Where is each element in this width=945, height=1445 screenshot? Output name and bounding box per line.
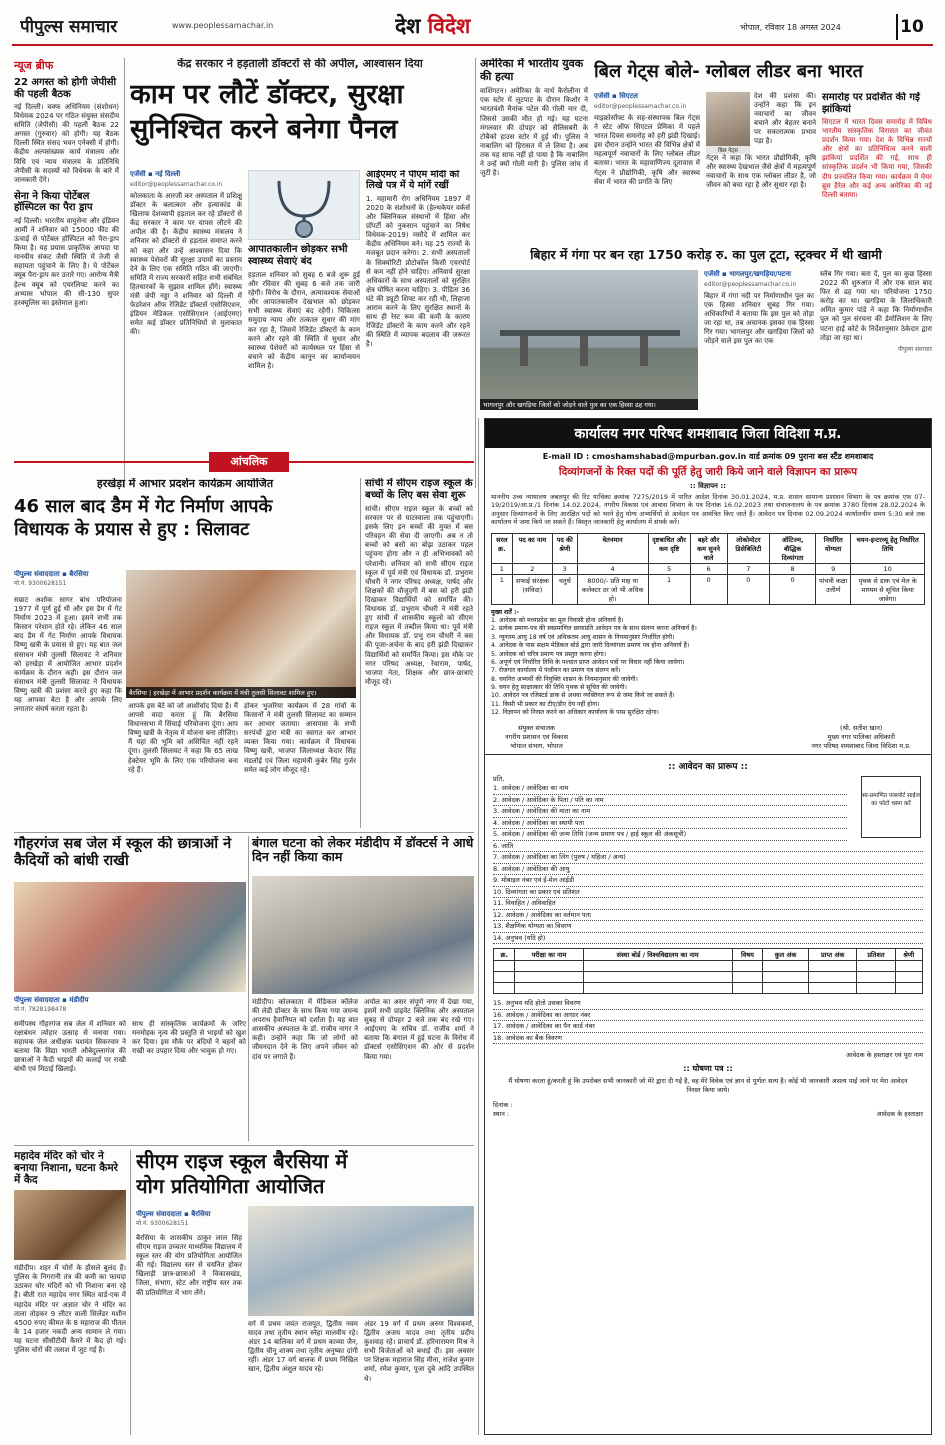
dam-col3 xyxy=(244,702,356,828)
edu-empty-row[interactable] xyxy=(494,961,923,972)
lead-mid-col xyxy=(248,170,360,488)
ad-td: 5 xyxy=(648,563,690,574)
america-story xyxy=(480,58,588,243)
form-field[interactable]: 2. आवेदक / आवेदिका के पिता / पति का नाम xyxy=(493,795,847,807)
form-field[interactable]: 6. जाति xyxy=(493,841,923,853)
divider xyxy=(475,58,476,488)
bihar-bridge-photo xyxy=(480,270,698,410)
ad-td: 8000/- प्रति माह या कलेक्टर दर जो भी अधिक हो। xyxy=(577,574,648,604)
dam-body3: होकर भुजरिया कार्यक्रम में 28 गांवों के किसानों ने मंत्री तुलसी सिलावट का सम्मान कर आभार जताया। आसपास के सभी सरपंचों द्वारा मंत्री का स्वागत कर आभार व्यक्त किया गया। कार्यक्रम में विधायक विष्णु खत्री, भाजपा जिलाध्यक्ष केदार सिंह मंडलोई एवं जिला महामंत्री कुबेर सिंह गुर्जर समेत कई लोग मौजूद रहे। xyxy=(244,702,356,774)
dam-headline-line2: विधायक के प्रयास से हुए : सिलावट xyxy=(14,519,250,541)
ad-th: ऑटिज्म, बौद्धिक दिव्यांगता xyxy=(770,533,816,563)
rakhi-byline-box xyxy=(14,996,246,1013)
form-field[interactable]: 9. मोबाइल नंबर एवं ई-मेल आईडी xyxy=(493,875,923,887)
form-field[interactable]: 8. आवेदक / आवेदिका की आयु xyxy=(493,864,923,876)
ad-td: 3 xyxy=(552,563,577,574)
ad-table-row xyxy=(492,574,925,604)
form-field[interactable]: 15. अनुभव यदि होतो उसका विवरण xyxy=(493,998,923,1010)
lead-byline: एजेंसी ▪ नई दिल्ली xyxy=(130,170,181,178)
form-field[interactable]: 1. आवेदक / आवेदिका का नाम xyxy=(493,783,847,795)
edu-th: परीक्षा का नाम xyxy=(515,949,583,961)
rakhi-story xyxy=(14,836,246,1141)
bihar-photo-caption: भागलपुर और खगड़िया जिलों को जोड़ने वाले पुल का एक हिस्सा ढह गया। xyxy=(480,399,698,410)
ad-td: 10 xyxy=(851,563,925,574)
bengal-col2 xyxy=(364,998,474,1141)
yoga-byline-box xyxy=(136,1210,246,1227)
gates-headline: बिल गेट्स बोले- ग्लोबल लीडर बना भारत xyxy=(594,61,863,82)
rakhi-byline: पीपुल्स संवाददाता ▪ मंडीदीप xyxy=(14,996,89,1004)
section-title xyxy=(395,12,545,40)
yoga-byline: पीपुल्स संवाददाता ▪ बैरसिया xyxy=(136,1210,211,1218)
ad-note: 12. विज्ञापन को निरस्त करने का अधिकार कार्यालय के पास सुरक्षित रहेगा। xyxy=(491,709,659,717)
form-field[interactable]: 13. शैक्षणिक योग्यता का विवरण xyxy=(493,921,923,933)
website: www.peoplessamachar.in xyxy=(172,21,274,30)
dam-kicker: हरखेड़ा में आभार प्रदर्शन कार्यक्रम आयोजित xyxy=(96,478,274,490)
gates-side-body: सिएटल में भारत दिवस समारोह में विविध भारतीय सांस्कृतिक विरासत का जीवंत प्रदर्शन किया गया। देश के विभिन्न राज्यों और क्षेत्रों का प्रतिनिधित्व करने वाली झांकियां प्रदर्शित की गई, साथ ही सांस्कृतिक प्रदर्शन भी किया गया, जिसकी दीप प्रज्वलित किया गया। कार्यक्रम में मेयर ब्रूस हैरेल और कई अन्य अमेरिका की नई दिल्ली बताया। xyxy=(822,118,932,199)
divider xyxy=(248,836,249,1141)
form-field[interactable]: 7. आवेदक / आवेदिका का लिंग (पुरुष / महिला / अन्य) xyxy=(493,852,923,864)
theft-story xyxy=(14,1150,126,1435)
rakhi-col1 xyxy=(14,1020,126,1140)
dam-byline-box xyxy=(14,570,124,587)
ad-notes-label: मुख्य शर्तें :- xyxy=(491,608,519,616)
edu-th: श्रेणी xyxy=(895,949,922,961)
lead-headline-line1: काम पर लौटें डॉक्टर, सुरक्षा xyxy=(130,78,404,110)
dam-col2 xyxy=(128,702,238,828)
yoga-body3: अंडर 19 वर्ग में प्रथम अरुण विश्वकर्मा, द्वितीय अजय यादव तथा तृतीय प्रदीप कुशवाह रहे। प्राचार्य डॉ. हरिनारायण मिश्र ने सभी विजेताओं को बधाई दी। इस अवसर पर शिक्षक महाराज सिंह मीना, राजेश कुमार शर्मा, रमेश कुमार, पूजा दुबे आदि उपस्थित थे। xyxy=(364,1320,474,1383)
brief1-headline: 22 अगस्त को होगी जेपीसी की पहली बैठक xyxy=(14,77,117,100)
ad-td: 1 xyxy=(648,574,690,604)
ad-td: 1 xyxy=(492,574,513,604)
ad-td: 4 xyxy=(577,563,648,574)
ad-notes xyxy=(485,609,931,718)
edu-th: प्रतिशत xyxy=(857,949,895,961)
ad-vigyapan-label: :: विज्ञापन :: xyxy=(690,482,726,490)
gates-email: editor@peoplessamachar.co.in xyxy=(594,103,687,110)
yoga-headline-line1: सीएम राइज स्कूल बैरसिया में xyxy=(136,1150,348,1173)
dam-photo-caption: बैरसिया | हरखेड़ा में आभार प्रदर्शन कार्यक्रम में मंत्री तुलसी सिलावट शामिल हुए। xyxy=(126,687,356,698)
bihar-story xyxy=(480,248,932,413)
form-field[interactable]: 11. विवाहित / अविवाहित xyxy=(493,898,923,910)
yoga-headline-line2: योग प्रतियोगिता आयोजित xyxy=(136,1174,325,1198)
rakhi-headline: गौहरगंज सब जेल में स्कूल की छात्राओं ने कैदियों को बांधी राखी xyxy=(14,836,232,869)
bengal-hospital-photo xyxy=(252,876,474,994)
yoga-mobile: मो.नं. 9300628151 xyxy=(136,1220,189,1227)
ad-note: 10. आवेदन पत्र रजिस्टर्ड डाक से अथवा व्यक्तिगत रूप से जमा किये जा सकते हैं। xyxy=(491,692,675,700)
form-field[interactable]: 5. आवेदक / आवेदिका की जन्म तिथि (जन्म प्रमाण पत्र / हाई स्कूल की अंकसूची) xyxy=(493,829,847,841)
ad-th: लोकोमोटर डिसेबिलिटी xyxy=(727,533,770,563)
ad-td: 2 xyxy=(512,563,552,574)
edu-empty-row[interactable] xyxy=(494,972,923,983)
ad-th: पद की श्रेणी xyxy=(552,533,577,563)
dam-body2: आपके इस बेटे को जो आशीर्वाद दिया है। मैं आपसे वादा करता हूं कि बैरसिया विधानसभा में सिंचाई परियोजना दूंगा। आप विष्णु खत्री के नेतृत्व में योजना बना लीजिए। मैं यहां की भूमि को असिंचित नहीं रहने दूंगा। तुलसी सिलावट ने कहा कि 65 लाख हेक्टेयर भूमि के लिए एक परियोजना बना रहे हैं। xyxy=(128,702,238,774)
ad-note: 9. चयन हेतु साक्षात्कार की तिथि पृथक से सूचित की जावेगी। xyxy=(491,683,627,691)
lead-right-col xyxy=(366,170,470,488)
dam-story xyxy=(14,478,356,828)
anchalik-strip xyxy=(14,452,474,472)
bus-story xyxy=(365,478,473,828)
brief2-headline: सेना ने किया पोर्टेबल हॉस्पिटल का पैरा ड्राप xyxy=(14,190,93,214)
yoga-col3 xyxy=(364,1320,474,1435)
rakhi-mobile: मो.नं. 7828198478 xyxy=(14,1006,67,1013)
ad-td: 0 xyxy=(770,574,816,604)
ad-vacancy-table-wrap xyxy=(485,529,931,609)
photo-box: स्व-प्रमाणित पासपोर्ट साईज का फोटो चस्पा करें xyxy=(861,776,921,838)
rakhi-photo xyxy=(14,882,246,992)
section-title-videsh: विदेश xyxy=(427,14,471,38)
bihar-headline: बिहार में गंगा पर बन रहा 1750 करोड़ रु. का पुल टूटा, स्ट्रक्चर में थी खामी xyxy=(530,248,882,262)
form-field[interactable]: 18. आवेदक का बैंक विवरण xyxy=(493,1033,923,1045)
america-body: वाशिंगटन। अमेरिका के नार्थ कैरोलीना में एक स्टोर में लूटपाट के दौरान किशोर ने भारतवंशी मैनांक पटेल की गोली मार दी, जिससे उसकी मौत हो गई। यह घटना मंगलवार की दोपहर को सैलिसबरी के टोबैको हाउस स्टोर में हुई थी। पुलिस ने नाबालिग को हिरासत में ले लिया है। अब तक यह साफ नहीं हो पाया है कि नाबालिग ने उन्हें क्यों गोली मारी है। पुलिस जांच में जुटी है। xyxy=(480,87,588,178)
yoga-story xyxy=(136,1150,474,1435)
bengal-body1: मंडीदीप। कोलकाता में मेडिकल कॉलेज की लेडी डॉक्टर के साथ किया गया जघन्य अपराध हैवानियत को दर्शाता है। यह बात शासकीय अस्पताल के डॉ. राजीव नागर ने कही। उन्होंने कहा कि जो लोगों को जीवनदान देने के लिए अपने जीवन को दांव पर लगाते हैं। xyxy=(252,998,358,1061)
bihar-byline: एजेंसी ▪ भागलपुर/खगड़िया/पटना xyxy=(704,270,791,278)
form-fields xyxy=(493,783,847,841)
education-table xyxy=(493,948,923,994)
ad-td: 6 xyxy=(690,563,727,574)
form-to: प्रति, xyxy=(493,775,505,784)
govt-advertisement xyxy=(484,418,932,1435)
theft-headline: महादेव मंदिर को चोर ने बनाया निशाना, घटना कैमरे में कैद xyxy=(14,1150,118,1187)
gates-body3: गेट्स ने कहा कि भारत प्रौद्योगिकी, कृषि और स्वास्थ्य देखभाल जैसे क्षेत्रों में महत्वपूर्ण नवाचारों के साथ एक ग्लोबल लीडर है, जो जीवन को बचा रहा है और सुधार रहा है। xyxy=(706,154,816,190)
dam-headline-line1: 46 साल बाद डैम में गेट निर्माण आपके xyxy=(14,495,273,517)
ad-form-title: :: आवेदन का प्रारूप :: xyxy=(485,754,931,772)
news-brief-column xyxy=(14,58,119,488)
declaration-title: :: घोषणा पत्र :: xyxy=(683,1064,733,1074)
bengal-headline: बंगाल घटना को लेकर मंडीदीप में डॉक्टर्स ने आधे दिन नहीं किया काम xyxy=(252,836,474,865)
ad-sign-right: (श्री. सतीश खान) मुख्य नगर पालिका अधिकारी नगर परिषद शमशाबाद जिला विदिशा म.प्र. xyxy=(811,724,911,751)
divider xyxy=(130,1150,131,1435)
bridge-drawing xyxy=(480,270,698,410)
lead-email: editor@peoplessamachar.co.in xyxy=(130,181,223,188)
applicant-sign: आवेदक के हस्ताक्षर एवं पूरा नाम xyxy=(845,1051,923,1060)
gates-body1: माइक्रोसॉफ्ट के सह-संस्थापक बिल गेट्स ने स्टेट ऑफ सिएटल प्रेमिका में पहले भारत दिवस समारोह को हरी झंडी दिखाई। इस दौरान उन्होंने भारत की विभिन्न क्षेत्रों में महत्वपूर्ण नवाचारों के लिए ग्लोबल लीडर बताया। भारत के महावाणिज्य दूतावास में गेट्स ने प्रौद्योगिकी, कृषि और स्वास्थ्य सेवा में भारत की प्रगति के लिए xyxy=(594,114,700,186)
lead-kicker: केंद्र सरकार ने हड़ताली डॉक्टरों से की अपील, आश्वासन दिया xyxy=(177,58,423,70)
paper-name: पीपुल्स समाचार xyxy=(20,17,118,36)
yoga-col1 xyxy=(136,1234,242,1434)
ad-th: दृष्टबाधित और कम दृष्टि xyxy=(648,533,690,563)
divider xyxy=(14,832,474,833)
rakhi-body1: समीपस्थ गौहरगंज सब जेल में शनिवार को रक्षाबंधन त्योहार उत्साह से मनाया गया। सहायक जेल अधीक्षक यशवंत सिकरवार ने बताया कि विद्या भारती औबेदुल्लागंज की छात्राओं ने कैदी भाइयों की कलाई पर राखी बांधी एवं मिठाई खिलाई। xyxy=(14,1020,126,1074)
bengal-story xyxy=(252,836,474,1141)
bus-headline: सांची में सीएम राइज स्कूल के बच्चों के लिए बस सेवा शुरू xyxy=(365,478,473,501)
lead-body2: हड़ताल शनिवार को सुबह 6 बजे शुरू हुई और रविवार की सुबह 6 बजे तक जारी रहेगी। विरोध के दौरान, अत्यावश्यक सेवाओं और आपातकालीन देखभाल को छोड़कर सभी स्वास्थ्य सेवाएं बंद रहेंगी। चिकित्सा समुदाय न्याय और तत्काल सुधार की मांग कर रहा है, जिसमें रेजिडेंट डॉक्टरों के काम करने और रहने की स्थिति में सुधार और स्वास्थ्य पेशेवरों को कार्यस्थल पर हिंसा से बचाने को केंद्रीय कानून का कार्यान्वयन शामिल है। xyxy=(248,271,360,370)
ad-th: बहरे और कम सुनने वाले xyxy=(690,533,727,563)
ad-sign-left: संयुक्त संचालक नगरीय प्रशासन एवं विकास भोपाल संभाग, भोपाल xyxy=(505,724,568,751)
form-field[interactable]: 4. आवेदक / आवेदिका का स्थायी पता xyxy=(493,818,847,830)
bengal-col1 xyxy=(252,998,358,1141)
ad-note: 6. अपूर्ण एवं निर्धारित तिथि के पश्चात प्राप्त आवेदन पत्रों पर विचार नहीं किया जावेगा। xyxy=(491,658,685,666)
ad-th: चयन-इन्टरव्यू हेतु निर्धारित तिथि xyxy=(851,533,925,563)
ad-td: पांचवी कक्षा उत्तीर्ण xyxy=(816,574,851,604)
bus-body: सांची। सीएम राइज स्कूल के बच्चों को सरकार पर से घाटस्वाला तक पहुंचाएगी। इसके लिए इन बच्चों की मुफ्त में बस परिवहन की सेवा दी जाएगी। अब न तो बच्चों को बसों का बोझ उठाकर पहल पहुंचना होगा और न ही अभिभावकों को परेशानी। शनिवार को सभी सीएम राइज स्कूल में पूर्व मंत्री एवं विधायक डॉ. प्रभुराम चौधरी ने नगर परिषद अध्यक्ष, पार्षद और शिक्षकों की मौजूदगी में बस को हरी झंडी दिखाकर विद्यार्थियों को समर्पित की। विधायक डॉ. प्रभुराम चौधरी ने मंत्री रहते हुए सांची में शासकीय स्कूलों को सीएम राइज स्कूल में तब्दील किया था। पूर्व मंत्री और विधायक डॉ. प्रभु राम चौधरी ने बस की पूजा-अर्चना के बाद हरी झंडी दिखाकर विद्यार्थियों को समर्पित किया। इस मौके पर नगर परिषद अध्यक्ष, रेवाराम, पार्षद, भाजपा नेता, शिक्षक और छात्र-छात्राएं मौजूद रहे। xyxy=(365,505,473,686)
section-title-desh: देश xyxy=(395,14,421,38)
ad-td: 0 xyxy=(690,574,727,604)
stethoscope-icon xyxy=(249,171,360,241)
ad-td: चतुर्थ xyxy=(552,574,577,604)
application-form xyxy=(485,772,931,1120)
bihar-email: editor@peoplessamachar.co.in xyxy=(704,281,797,288)
paper-logo xyxy=(20,14,170,36)
ad-note: 2. प्रत्येक प्रमाण-पत्र की स्वप्रमाणित छायाप्रति आवेदन पत्र के साथ संलग्न करना अनिवार्य है। xyxy=(491,625,697,633)
theft-body: मंडीदीप। शहर में चोरों के हौसले बुलंद हैं। पुलिस के निगरानी तंत्र की कमी का फायदा उठाकर चोर मंदिरों को भी निशाना बना रहे हैं। बीती रात महादेव नगर स्थित वार्ड-एक में महादेव मंदिर पर अज्ञात चोर ने मंदिर का ताला तोड़कर 9 लीटर वाली सिलेंडर मशीन 4500 रुपए कीमत के 8 महाराज की पीतल के 14 हजार नकदी अन्य सामान ले गया। यह घटना सीसीटीवी कैमरे में कैद हो गई। पुलिस चोरों की तलाश में जुट गई है। xyxy=(14,1264,126,1355)
ad-td: सफाई संरक्षक (संविदा) xyxy=(512,574,552,604)
ad-title: कार्यालय नगर परिषद शमशाबाद जिला विदिशा म.प्र. xyxy=(485,419,931,448)
form-field[interactable]: 14. अनुभव (यदि हो) xyxy=(493,933,923,945)
lead-headline-line2: सुनिश्चित करने बनेगा पैनल xyxy=(130,113,398,145)
edu-th: कुल अंक xyxy=(763,949,809,961)
rakhi-col2 xyxy=(132,1020,246,1140)
gates-col3 xyxy=(822,92,932,242)
ad-note: 5. आवेदक को चरित्र प्रमाण पत्र प्रस्तुत करना होगा। xyxy=(491,650,607,658)
theft-cctv-photo xyxy=(14,1190,126,1260)
ad-note: 8. चयनित अभ्यर्थी की नियुक्ति शासन के नियमानुसार की जावेगी। xyxy=(491,675,638,683)
yoga-body2: वर्ग में प्रथम जयंत राजपूत, द्वितीय नवम यादव तथा तृतीय स्थान स्नेहा मालवीय रहे। अंडर 14 बालिका वर्ग में प्रथम काव्या जैन, द्वितीय चीनू शाक्य तथा तृतीय अनुष्का दांगी रहीं। अंडर 17 वर्ग बालक में प्रथम निखिल खान, द्वितीय अंशुल यादव रहे। xyxy=(248,1320,358,1374)
form-field[interactable]: 12. आवेदक / आवेदिका का वर्तमान पता xyxy=(493,910,923,922)
dateline: भोपाल, रविवार 18 अगस्त 2024 xyxy=(740,23,841,32)
declaration-footer xyxy=(493,1100,923,1118)
ad-td: 7 xyxy=(727,563,770,574)
brief2-body: नई दिल्ली। भारतीय वायुसेना और इंडियन आर्मी ने शनिवार को 15000 फीट की ऊंचाई से पोर्टेबल हॉस्पिटल को पैरा-ड्राप किया है। यह प्रयास प्राकृतिक आपदा या मानवीय संकट जैसी स्थिति में तेजी से सहायता पहुंचाने के लिए है। ये पोर्टेबल क्यूब पैरा-ड्राप कर उतारे गए। आरोग्य मैत्री हेल्थ क्यूब को एयरलिफ्ट करने का अभ्यास भोपाल की सी-130 सुपर हरक्यूलिस का इस्तेमाल हुआ। xyxy=(14,216,119,307)
yoga-body1: बैरसिया के शासकीय ठाकुर लाल सिंह सीएम राइज उच्चतर माध्यमिक विद्यालय में स्कूल स्तर की योग प्रतियोगिता आयोजित की गई। विद्यालय स्तर से चयनित होकर खिलाड़ी छात्र-छात्राओं ने विकासखंड, जिला, संभाग, स्टेट और राष्ट्रीय स्तर तक की प्रतियोगिता में भाग लेंगे। xyxy=(136,1234,242,1297)
ad-signatures xyxy=(485,717,931,754)
ad-note: 3. न्यूनतम आयु 18 वर्ष एवं अधिकतम आयु शासन के नियमानुसार निर्धारित होगी। xyxy=(491,633,675,641)
gates-col2 xyxy=(706,92,816,242)
gates-story xyxy=(594,58,932,243)
divider xyxy=(14,1145,474,1146)
divider xyxy=(124,58,125,488)
ad-th: सरल क्र. xyxy=(492,533,513,563)
ad-th: वेतनमान xyxy=(577,533,648,563)
stethoscope-graphic xyxy=(248,170,360,240)
form-field[interactable]: 10. दिव्यांगता का प्रकार एवं प्रतिशत xyxy=(493,887,923,899)
gates-side-head: समारोह पर प्रदर्शित की गईं झांकियां xyxy=(822,92,920,115)
rakhi-body2: साथ ही सांस्कृतिक कार्यक्रमों के जरिए मनमोहक नृत्य की प्रस्तुति से भाइयों को खुश कर दिया। इस मौके पर बंदियों ने बहनों को राखी का उपहार दिया और भावुक हो गए। xyxy=(132,1020,246,1056)
ad-td: 9 xyxy=(816,563,851,574)
ad-email-line: E-mail ID : cmoshamshabad@mpurban.gov.in वार्ड क्रमांक 09 पुराना बस स्टैंड शमशाबाद xyxy=(542,452,874,461)
ad-vacancy-table xyxy=(491,533,925,605)
form-field[interactable]: 3. आवेदक / आवेदिका की माता का नाम xyxy=(493,806,847,818)
lead-left-col xyxy=(130,170,242,488)
dam-mobile: मो.नं. 9300628151 xyxy=(14,580,67,587)
dam-col1 xyxy=(14,596,122,828)
brief1-body: नई दिल्ली। वक्फ अधिनियम (संशोधन) विधेयक 2024 पर गठित संयुक्त संसदीय समिति (जेपीसी) की पहली बैठक 22 अगस्त (गुरुवार) को होगी। यह बैठक दिल्ली स्थित संसद भवन एनेक्सी में होगी। केंद्रीय अल्पसंख्यक कार्य मंत्रालय और विधि एवं न्याय मंत्रालय के प्रतिनिधि जेपीसी के सदस्यों को विधेयक के बारे में जानकारी देंगे। xyxy=(14,103,119,184)
applicant-sign-2: आवेदक के हस्ताक्षर xyxy=(876,1110,923,1119)
date-place: दिनांक : स्थान : xyxy=(493,1101,513,1119)
ad-table-header-row xyxy=(492,533,925,563)
yoga-col2 xyxy=(248,1320,358,1435)
masthead xyxy=(0,0,945,52)
ad-td: 0 xyxy=(727,574,770,604)
edu-header-row xyxy=(494,949,923,961)
bihar-credit: पीपुल्स समाचार xyxy=(897,345,932,353)
gates-byline: एजेंसी ▪ सिएटल xyxy=(594,92,638,100)
ad-td: 8 xyxy=(770,563,816,574)
lead-graphic-caption: आपातकालीन छोड़कर सभी स्वास्थ्य सेवाएं बंद xyxy=(248,244,348,267)
ad-intro: माननीय उच्च न्यायालय जबलपुर की रिट याचिका क्रमांक 7275/2019 में पारित आदेश दिनांक 30.01.2024, म.प्र. शासन सामान्य प्रशासन विभाग के पत्र क्रमांक एफ 07-19/2019/आ.प्र./1 दिनांक 14.02.2024, नगरीय विकास एवं आवास विभाग के पत्र दिनांक 16.02.2023 तथा संचालनालय के पत्र क्रमांक 3780 दिनांक 28.02.2024 के अनुसार दिव्यांगजनों के लिए आरक्षित पदों को भरने हेतु योग्य अभ्यर्थियों से आवेदन पत्र आमंत्रित किए जाते हैं। आवेदन पत्र दिनांक 02.09.2024 कार्यालयीन समय 5:30 बजे तक कार्यालय में जमा किये जा सकते हैं। विस्तृत जानकारी हेतु कार्यालय में संपर्क करें। xyxy=(491,493,925,527)
divider xyxy=(360,478,361,828)
bihar-body2: स्लैब गिर गया। बता दें, पुल का कुछ हिस्सा 2022 की शुरुआत में और एक साल बाद फिर से ढह गया था। परियोजना 1750 करोड़ का था। खगड़िया के जिलाधिकारी अमित कुमार पांडे ने कहा कि निर्माणाधीन पुल को पुल संरचना की डेमोलिशन के लिए पटना हाई कोर्ट के निर्देशानुसार ठेकेदार द्वारा तोड़ा जा रहा था। xyxy=(820,270,932,342)
lead-sidebar-head: आईएमए ने पीएम मोदी को लिखे पत्र में ये मांगें रखीं xyxy=(366,170,460,191)
ad-td: 1 xyxy=(492,563,513,574)
lead-body1: कोलकाता के आरजी कर अस्पताल में प्रशिक्षु डॉक्टर के बलात्कार और हत्याकांड के खिलाफ देशव्यापी हड़ताल कर रहे डॉक्टरों से केंद्र सरकार ने काम पर वापस लौटने की अपील की है। केंद्रीय स्वास्थ्य मंत्रालय ने शनिवार को डॉक्टरों से हड़ताल समाप्त करने को कहा और उन्हें आश्वासन दिया कि स्वास्थ्य पेशेवरों की सुरक्षा उपायों का प्रस्ताव देने के लिए एक समिति गठित की जाएगी। समिति में राज्य सरकारों सहित सभी संबंधित हितधारकों के सुझाव शामिल होंगे। स्वास्थ्य मंत्री जेपी नड्डा ने शनिवार को दिल्ली में फेडरेशन ऑफ रेजिडेंट डॉक्टर्स एसोसिएशन, इंडियन मेडिकल एसोसिएशन (आईएमए) समेत कई डॉक्टर प्रतिनिधियों से मुलाकात की। xyxy=(130,192,242,337)
ad-note: 1. आवेदक को मध्यप्रदेश का मूल निवासी होना अनिवार्य है। xyxy=(491,617,624,625)
dam-event-photo xyxy=(126,570,356,698)
bengal-body2: अपोल का असर संपूर्ण नगर में देखा गया, इसमें सभी प्राइवेट क्लिनिक और अस्पताल सुबह से दोपहर 2 बजे तक बंद रखे गए। आईएमए के सचिव डॉ. राजीव शर्मा ने बताया कि बंगाल में हुई घटना के विरोध में डॉक्टर्स एसोसिएशन की ओर से प्रदर्शन किया गया। xyxy=(364,998,474,1061)
edu-th: क्र. xyxy=(494,949,515,961)
ad-note: 4. आवेदक के पास सक्षम मेडिकल बोर्ड द्वारा जारी दिव्यांगता प्रमाण पत्र होना अनिवार्य है। xyxy=(491,642,690,650)
masthead-rule xyxy=(12,44,933,46)
ad-note: 7. रोजगार कार्यालय में पंजीयन का प्रमाण पत्र संलग्न करें। xyxy=(491,667,621,675)
ad-th: निर्धारित योग्यता xyxy=(816,533,851,563)
form-field[interactable]: 17. आवेदक / आवेदिका का पैन कार्ड नंबर xyxy=(493,1021,923,1033)
dam-body1: सम्राट अशोक सागर बांध परियोजना 1977 में पूर्ण हुई थी और इस डैम में गेट निर्माण 2023 में हुआ। इसने सभी तक किसान परेशान होते रहे। लेकिन 46 साल बाद डैम में गेट निर्माण आपके विधायक विष्णु खत्री के प्रयास से हुए। यह बात जल संसाधन मंत्री तुलसी सिलावट ने शनिवार को हरखेड़ा में आयोजित आभार प्रदर्शन कार्यक्रम के दौरान कही। इस दौरान जल संसाधन मंत्री तुलसी सिलावट ने विधायक विष्णु खत्री की प्रशंसा करते हुए कहा कि यह आपका बेटा है और आपके लिए लगातार संघर्ष करता रहता है। xyxy=(14,596,122,714)
declaration-text: मैं घोषणा करता हूं/करती हूं कि उपरोक्त सभी जानकारी जो मेरे द्वारा दी गई है, वह मेरे विवेक एवं ज्ञान से पूर्णतः सत्य है। कोई भी जानकारी असत्य पाई जाने पर मेरा आवेदन निरस्त किया जाये। xyxy=(508,1077,908,1095)
ad-note: 11. किसी भी प्रकार का टीए/डीए देय नहीं होगा। xyxy=(491,700,600,708)
bihar-col2 xyxy=(820,270,932,410)
edu-th: संस्था बोर्ड / विश्वविद्यालय का नाम xyxy=(583,949,732,961)
bihar-col1 xyxy=(704,270,814,410)
anchalik-label: आंचलिक xyxy=(209,452,289,472)
lead-sidebar-body: 1. महामारी रोग अधिनियम 1897 में 2020 के संशोधनों के (हेल्थकेयर वर्कर्स और क्लिनिकल संस्थानों में हिंसा और प्रॉपर्टी को नुकसान पहुंचाने का निषेध विधेयक-2019) मसौदे में शामिल कर केंद्रीय अधिनियम बने। यह 25 राज्यों के मजबूत प्रदान करेगा। 2. सभी अस्पतालों के सिक्योरिटी प्रोटोकॉल किसी एयरपोर्ट से कम नहीं होने चाहिए। अनिवार्य सुरक्षा अधिकारों के साथ अस्पतालों को सुरक्षित क्षेत्र घोषित करना चाहिए। 3. पीड़िता 36 घंटे की ड्यूटी शिफ्ट कर रही थी, लिहाजा आराम करने के लिए सुरक्षित स्थानों के साथ ही रेस्ट रूम की कमी के कारण रेजिडेंट डॉक्टरों के काम करने और रहने की स्थिति में व्यापक बदलाव की जरूरत है। xyxy=(366,194,470,349)
edu-th: विषय xyxy=(732,949,763,961)
edu-empty-row[interactable] xyxy=(494,983,923,994)
news-brief-label: न्यूज ब्रीफ xyxy=(14,59,54,72)
gates-photo-caption: बिल गेट्स xyxy=(706,146,750,154)
gates-col1 xyxy=(594,92,700,242)
gates-body2: देश की प्रशंसा की। उन्होंने कहा कि इन नवाचारों का जीवन बचाने और बेहतर बनाने पर सकारात्मक प्रभाव पड़ा है। xyxy=(754,92,816,146)
ad-subtitle: दिव्यांगजनों के रिक्त पदों की पूर्ति हेतु जारी किये जाने वाले विज्ञापन का प्रारूप xyxy=(558,466,858,478)
yoga-photo xyxy=(248,1206,474,1316)
america-headline: अमेरिका में भारतीय युवक की हत्या xyxy=(480,58,584,83)
divider xyxy=(478,418,479,1435)
form-field[interactable]: 16. आवेदक / आवेदिका का आधार नंबर xyxy=(493,1010,923,1022)
gates-photo xyxy=(706,92,750,154)
dam-byline: पीपुल्स संवाददाता ▪ बैरसिया xyxy=(14,570,89,578)
page-number: 10 xyxy=(896,14,926,40)
bihar-body1: बिहार में गंगा नदी पर निर्माणाधीन पुल का एक हिस्सा शनिवार सुबह गिर गया। अधिकारियों ने बताया कि इस पुल को तोड़ा जा रहा था, तब अचानक इसका एक हिस्सा गिर गया। भागलपुर और खगड़िया जिलों को जोड़ने वाले इस पुल का एक xyxy=(704,292,814,346)
ad-th: पद का नाम xyxy=(512,533,552,563)
lead-story xyxy=(130,58,470,488)
edu-th: प्राप्त अंक xyxy=(808,949,857,961)
ad-td: पृथक से डाक एवं मेल के माध्यम से सूचित किया जावेगा। xyxy=(851,574,925,604)
ad-table-colnum-row xyxy=(492,563,925,574)
